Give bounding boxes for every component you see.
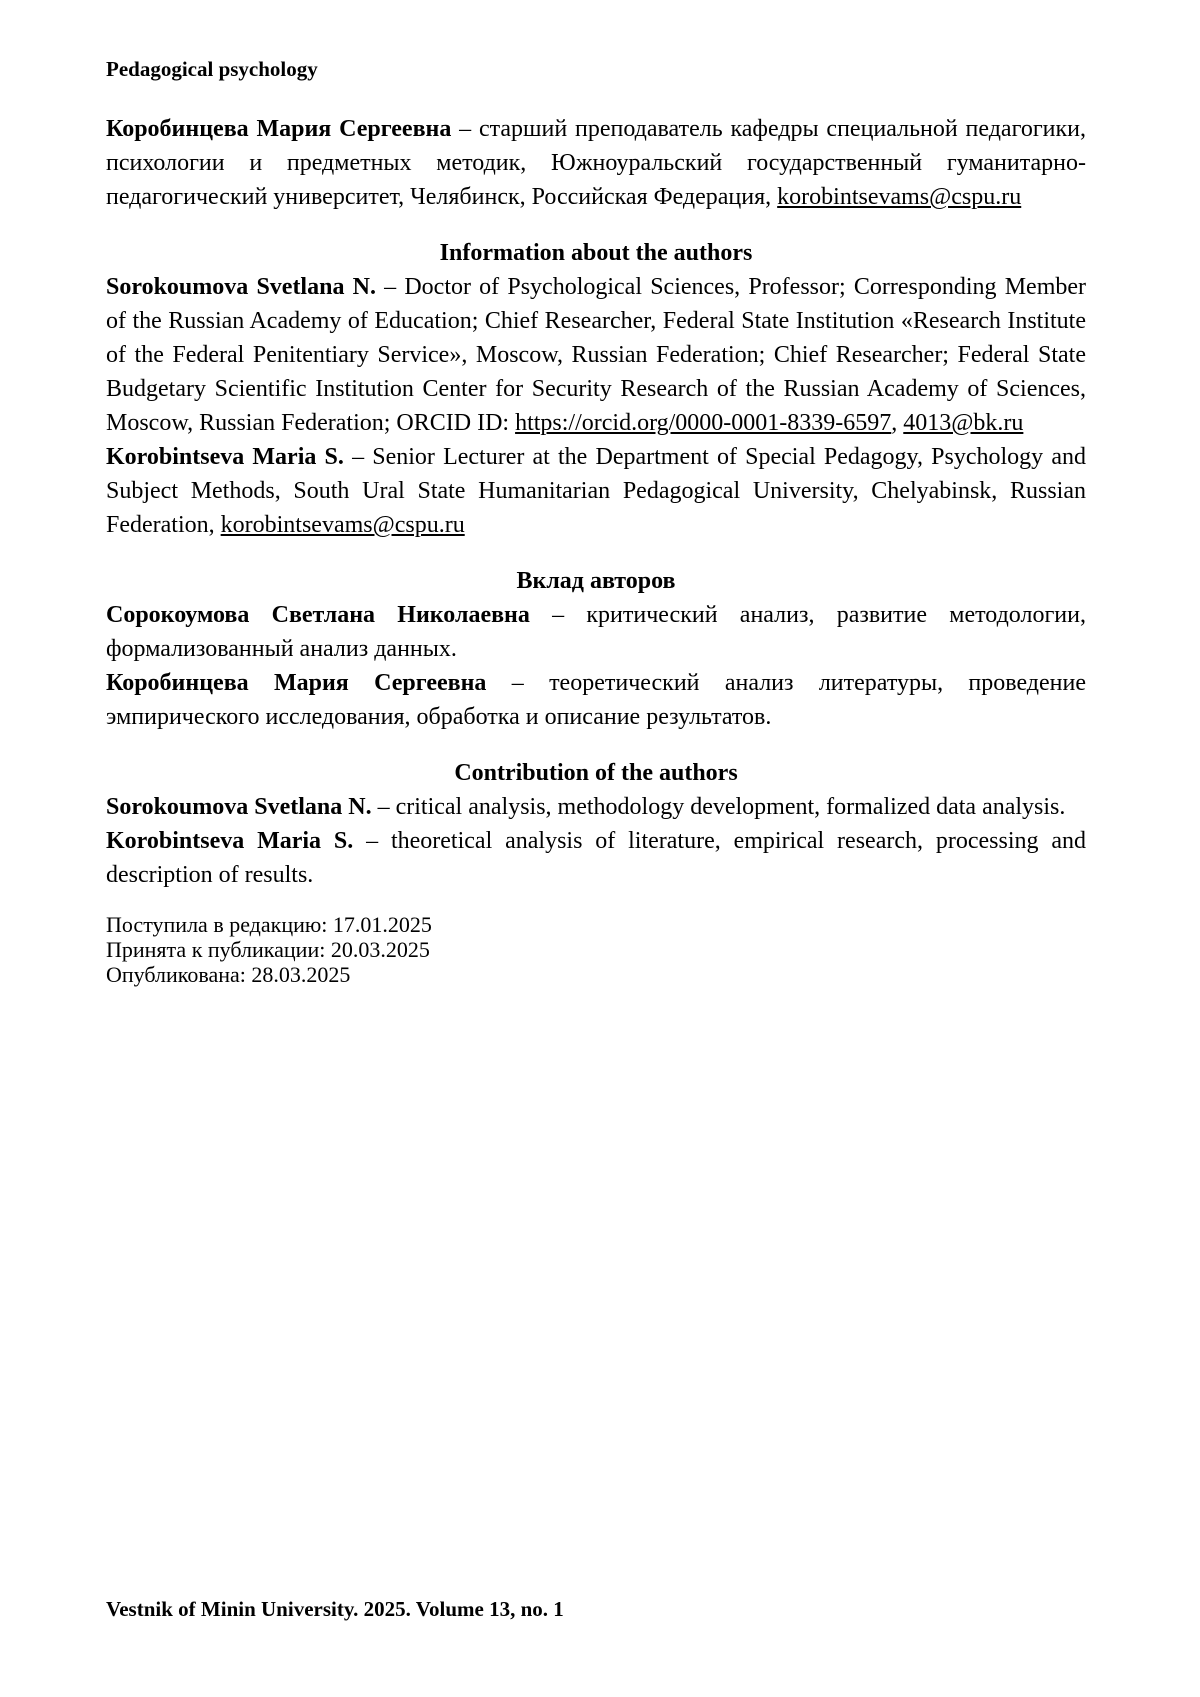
contributor-name-ru-sorokoumova: Сорокоумова Светлана Николаевна: [106, 602, 530, 628]
author-bio-sorokoumova-en-text: – Doctor of Psychological Sciences, Professor; Corresponding Member of the Russian Academy of Education; Chief Researcher, Federal State Institution «Research Institute of the Federal Penitentiary Service», Moscow, Russian Federation; Chief Researcher; Federal State Budgetary Scientific Institution Center for Security Research of the Russian Academy of Sciences, Moscow, Russian Federation; ORCID ID:: [106, 274, 1086, 436]
contributor-name-ru-korobintseva: Коробинцева Мария Сергеевна: [106, 670, 487, 696]
separator-text: ,: [891, 410, 904, 436]
author-name-sorokoumova-en: Sorokoumova Svetlana N.: [106, 274, 376, 300]
contribution-ru-korobintseva-text: – теоретический анализ литературы, проведение эмпирического исследования, обработка и описание результатов.: [106, 670, 1087, 730]
section-heading-information-authors: Information about the authors: [439, 240, 753, 266]
contribution-en-korobintseva: [106, 824, 1086, 892]
author-name-ru: Коробинцева Мария Сергеевна: [106, 116, 452, 142]
email-link-sorokoumova[interactable]: 4013@bk.ru: [903, 410, 1024, 436]
author-bio-korobintseva-en: [106, 440, 1086, 542]
contributor-name-en-sorokoumova: Sorokoumova Svetlana N.: [106, 794, 372, 820]
orcid-link[interactable]: https://orcid.org/0000-0001-8339-6597: [515, 410, 892, 436]
contribution-ru-korobintseva: [106, 666, 1086, 734]
journal-footer: Vestnik of Minin University. 2025. Volume 13, no. 1: [106, 1597, 564, 1621]
contribution-ru-sorokoumova: [106, 598, 1086, 666]
section-heading-contribution-en: Contribution of the authors: [454, 760, 738, 786]
section-heading-contribution-ru: Вклад авторов: [516, 568, 676, 594]
date-published: Опубликована: 28.03.2025: [106, 962, 351, 987]
contribution-en-sorokoumova-text: – critical analysis, methodology development, formalized data analysis.: [371, 794, 1066, 820]
running-head: Pedagogical psychology: [106, 57, 318, 81]
email-link-korobintseva[interactable]: korobintsevams@cspu.ru: [220, 512, 465, 538]
page-content: [106, 0, 1086, 987]
article-dates: [106, 912, 1086, 987]
contribution-en-sorokoumova: [106, 790, 1086, 824]
contribution-ru-sorokoumova-text: – критический анализ, развитие методологии, формализованный анализ данных.: [106, 602, 1086, 662]
author-bio-korobintseva-en-text: – Senior Lecturer at the Department of Special Pedagogy, Psychology and Subject Methods, South Ural State Humanitarian Pedagogical University, Chelyabinsk, Russian Federation,: [106, 444, 1086, 538]
date-received: Поступила в редакцию: 17.01.2025: [106, 912, 432, 937]
contribution-en-korobintseva-text: – theoretical analysis of literature, empirical research, processing and description of results.: [106, 828, 1086, 888]
contributor-name-en-korobintseva: Korobintseva Maria S.: [106, 828, 354, 854]
author-bio-sorokoumova-en: [106, 270, 1086, 440]
author-info-ru-paragraph: [106, 112, 1086, 214]
author-name-korobintseva-en: Korobintseva Maria S.: [106, 444, 344, 470]
author-bio-ru-text: – старший преподаватель кафедры специальной педагогики, психологии и предметных методик, Южноуральский государственный гуманитарно-педагогический университет, Челябинск, Российская Федерация,: [106, 116, 1087, 210]
date-accepted: Принята к публикации: 20.03.2025: [106, 937, 430, 962]
email-link[interactable]: korobintsevams@cspu.ru: [777, 184, 1022, 210]
